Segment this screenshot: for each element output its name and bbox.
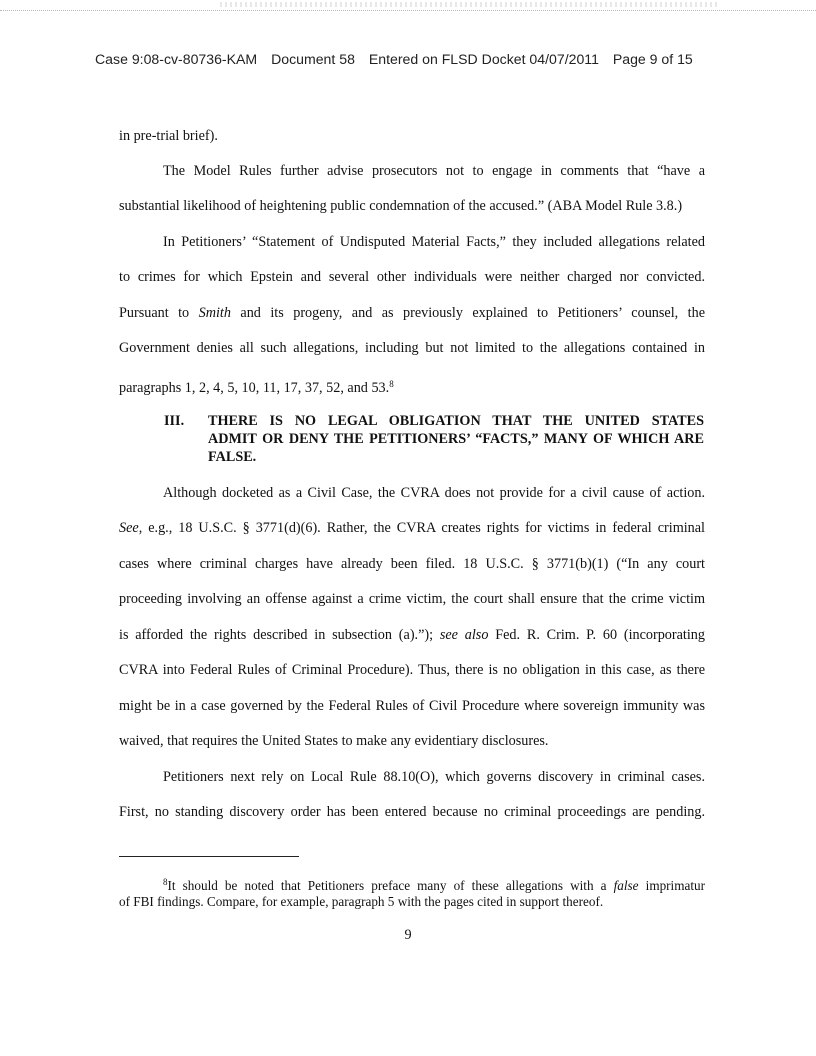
text-run: Pursuant to xyxy=(119,305,199,321)
text-run: paragraphs 1, 2, 4, 5, 10, 11, 17, 37, 52, and 53. xyxy=(119,380,390,396)
signal-italic: see also xyxy=(439,627,489,643)
text-run: imprimatur xyxy=(638,878,705,893)
case-citation-italic: Smith xyxy=(198,305,231,321)
paragraph-3-line-7: might be in a case governed by the Federal Rules of Civil Procedure where sovereign immunity was xyxy=(119,698,705,714)
case-number: Case 9:08-cv-80736-KAM xyxy=(95,51,258,67)
text-run: Fed. R. Crim. P. 60 (incorporating xyxy=(488,627,705,643)
footnote-line-1 xyxy=(163,874,705,894)
paragraph-2-line-2: to crimes for which Epstein and several other individuals were neither charged nor convicted. xyxy=(119,269,705,285)
page-indicator: Page 9 of 15 xyxy=(612,51,693,67)
section-number: III. xyxy=(164,413,185,429)
paragraph-3-line-1: Although docketed as a Civil Case, the CVRA does not provide for a civil cause of action. xyxy=(163,485,705,501)
footnote-separator xyxy=(119,856,299,857)
paragraph-3-line-5 xyxy=(119,626,705,644)
docket-entry: Entered on FLSD Docket 04/07/2011 xyxy=(368,51,599,67)
paragraph-3-line-2 xyxy=(119,519,705,537)
paragraph-2-line-1: In Petitioners’ “Statement of Undisputed Material Facts,” they included allegations related xyxy=(163,234,705,250)
paragraph-2-line-3 xyxy=(119,304,705,322)
signal-italic: See xyxy=(119,520,139,536)
paragraph-2-line-5 xyxy=(119,375,705,397)
paragraph-1-line-1: The Model Rules further advise prosecutors not to engage in comments that “have a xyxy=(163,163,705,179)
paragraph-3-line-6: CVRA into Federal Rules of Criminal Procedure). Thus, there is no obligation in this case, as there xyxy=(119,662,705,678)
page-number: 9 xyxy=(404,927,412,943)
footnote-line-2: of FBI findings. Compare, for example, paragraph 5 with the pages cited in support thereof. xyxy=(119,894,604,909)
text-run: is afforded the rights described in subsection (a).”); xyxy=(119,627,440,643)
paragraph-3-line-3: cases where criminal charges have already been filed. 18 U.S.C. § 3771(b)(1) (“In any court xyxy=(119,556,705,572)
paragraph-4-line-1: Petitioners next rely on Local Rule 88.10(O), which governs discovery in criminal cases. xyxy=(163,769,705,785)
text-run: , e.g., 18 U.S.C. § 3771(d)(6). Rather, the CVRA creates rights for victims in federal criminal xyxy=(138,520,705,536)
paragraph-0-line-1: in pre-trial brief). xyxy=(119,128,218,144)
paragraph-3-line-4: proceeding involving an offense against a crime victim, the court shall ensure that the crime victim xyxy=(119,591,705,607)
emphasis-italic: false xyxy=(613,878,639,893)
section-title-line-1: THERE IS NO LEGAL OBLIGATION THAT THE UNITED STATES xyxy=(208,413,704,429)
section-title-line-2: ADMIT OR DENY THE PETITIONERS’ “FACTS,” MANY OF WHICH ARE xyxy=(208,431,704,447)
paragraph-3-line-8: waived, that requires the United States to make any evidentiary disclosures. xyxy=(119,733,549,749)
footnote-number: 8 xyxy=(163,877,168,887)
document-number: Document 58 xyxy=(271,51,355,67)
text-run: It should be noted that Petitioners preface many of these allegations with a xyxy=(167,878,614,893)
text-run: and its progeny, and as previously explained to Petitioners’ counsel, the xyxy=(230,305,705,321)
paragraph-4-line-2: First, no standing discovery order has been entered because no criminal proceedings are pending. xyxy=(119,804,705,820)
paragraph-1-line-2: substantial likelihood of heightening public condemnation of the accused.” (ABA Model Rule 3.8.) xyxy=(119,198,683,214)
paragraph-2-line-4: Government denies all such allegations, including but not limited to the allegations contained in xyxy=(119,340,705,356)
section-title-line-3: FALSE. xyxy=(208,449,257,465)
section-title xyxy=(208,412,704,466)
footnote-reference: 8 xyxy=(389,379,394,389)
